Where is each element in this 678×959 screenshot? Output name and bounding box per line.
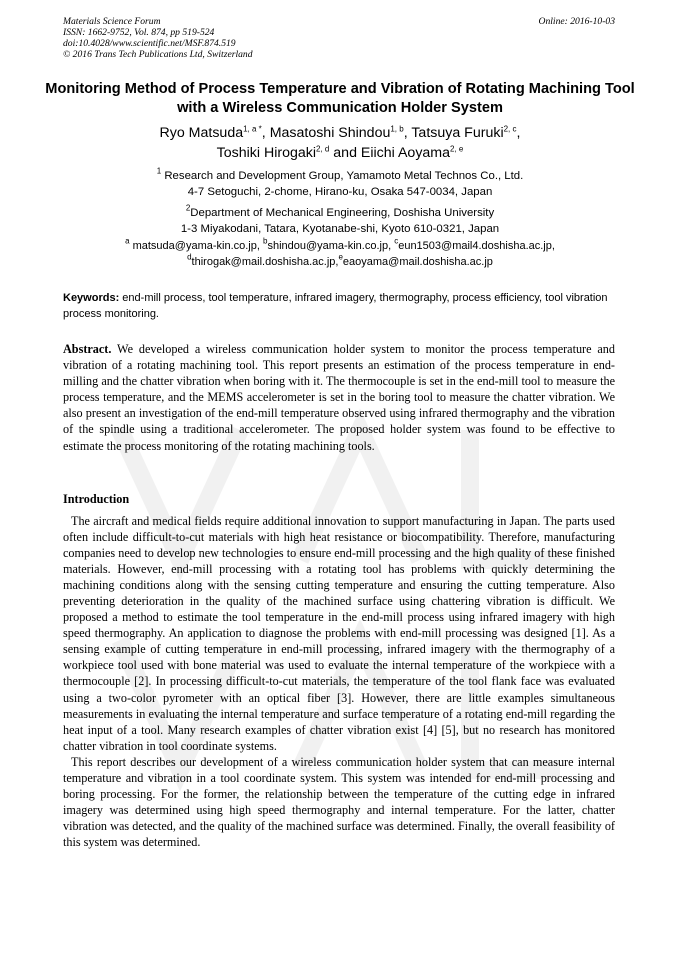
issn-line: ISSN: 1662-9752, Vol. 874, pp 519-524 [63,27,215,38]
author-separator: , [516,125,521,141]
affiliation-address: 4-7 Setoguchi, 2-chome, Hirano-ku, Osaka 547-0034, Japan [187,186,493,198]
introduction-heading: Introduction [63,492,130,506]
keywords-text: end-mill process, tool temperature, infrared imagery, thermography, process efficiency, tool vibration process monitoring. [63,292,608,320]
email-list: $^a$ matsuda@yama-kin.co.jp, $^b$shindou@yama-kin.co.jp, $^c$eun1503@mail4.doshisha.ac.jp, $^d$thirogak@mail.doshisha.ac.jp,$^e$eaoyama@mail.doshisha.ac.jp [125,236,555,268]
online-date: Online: 2016-10-03 [538,16,615,27]
journal-header [63,16,615,60]
email-a[interactable]: matsuda@yama-kin.co.jp [132,240,257,252]
journal-name: Materials Science Forum [63,16,161,27]
author-name: Eiichi Aoyama [360,145,451,161]
author-name: Ryo Matsuda [159,125,244,141]
author-sup: 2, d [316,144,330,154]
author-sup: 1, b [390,124,404,134]
affiliation-2 [40,205,640,237]
affiliation-sup: 1 [156,166,162,176]
affiliation-sup: 2 [185,203,191,213]
paper-title: Monitoring Method of Process Temperature and Vibration of Rotating Machining Tool with a Wireless Communication Holder System [45,81,635,116]
author-name: Masatoshi Shindou [269,125,391,141]
affiliation-address: 1-3 Miyakodani, Tatara, Kyotanabe-shi, Kyoto 610-0321, Japan [180,223,500,235]
email-e[interactable]: eaoyama@mail.doshisha.ac.jp [342,256,493,268]
intro-paragraph: This report describes our development of a wireless communication holder system that can measure internal temperature and vibration in a tool coordinate system. This system was intended for end-mill processing and boring processing. For the former, the relationship between the temperature of the cutting edge in infrared imagery was determined using high speed thermography and internal temperature. For the latter, chatter vibration was detected, and the quality of the machined surface was determined. Finally, the overall feasibility of this system was determined. [63,754,615,849]
abstract-label: Abstract. [63,342,112,356]
author-separator: , [261,125,270,141]
intro-paragraph: The aircraft and medical fields require additional innovation to support manufacturing in Japan. The parts used often include difficult-to-cut materials with high heat resistance or biocompatibility. Therefore, manufacturing companies need to develop new technologies to ensure end-mill processing and the high quality of these finished materials. However, end-mill processing with a rotating tool has problems with quickly determining the machining conditions along with the sensing cutting temperature and ensuring the cutting temperature. Also preventing deterioration in the quality of the machined surface using chattering vibration is difficult. We proposed a method to estimate the tool temperature in the end-mill process using infrared imagery with high speed thermography. An application to diagnose the problems with end-mill processing was designed [1]. As a sensing example of cutting temperature in end-mill processing, infrared imagery with the thermography of a workpiece tool used with bone material was used to evaluate the internal temperature of the workpiece with a thermocouple [2]. In processing difficult-to-cut materials, the temperature of the tool flank face was evaluated using a two-color pyrometer with an optical fiber [3]. However, there are little examples simultaneous measurements in evaluating the internal temperature and surface temperature of a rotating end-mill regarding the heat input of a tool. Many research examples of chatter vibration exist [4] [5], but no research has monitored chatter vibration in tool coordinate systems. [63,514,615,753]
affiliation-line: Department of Mechanical Engineering, Doshisha University [190,207,495,219]
author-sup: 2, c [503,124,517,134]
email-c[interactable]: eun1503@mail4.doshisha.ac.jp [398,240,552,252]
author-name: Tatsuya Furuki [411,125,504,141]
affiliation-line: Research and Development Group, Yamamoto Metal Technos Co., Ltd. [164,170,524,182]
affiliation-1 [40,168,640,200]
author-sup: 2, e [450,144,464,154]
email-d[interactable]: thirogak@mail.doshisha.ac.jp [191,256,336,268]
author-list [40,123,640,163]
abstract-text: We developed a wireless communication holder system to monitor the process temperature and vibration of a rotating machining tool. This report presents an estimation of the process temperature in end-milling and the chatter vibration when boring with it. The thermocouple is set in the end-mill tool to measure the process temperature, and the MEMS accelerometer is set in the boring tool to measure the chatter vibration. We also present an investigation of the end-mill temperature observed using infrared thermography and the vibration of the spindle using a traditional accelerometer. The proposed holder system was found to be effective to estimate the process monitoring of the rotating machining tools. [63,342,615,453]
keywords-section [63,290,615,322]
author-sup: 1, a * [243,124,262,134]
author-and: and [329,145,361,161]
abstract-section [63,341,615,454]
doi-line: doi:10.4028/www.scientific.net/MSF.874.519 [63,38,236,49]
author-separator: , [403,125,412,141]
copyright-line: © 2016 Trans Tech Publications Ltd, Switzerland [63,49,253,60]
author-name: Toshiki Hirogaki [216,145,316,161]
email-b[interactable]: shindou@yama-kin.co.jp [267,240,389,252]
introduction-body [63,513,615,850]
keywords-label: Keywords: [63,292,120,304]
